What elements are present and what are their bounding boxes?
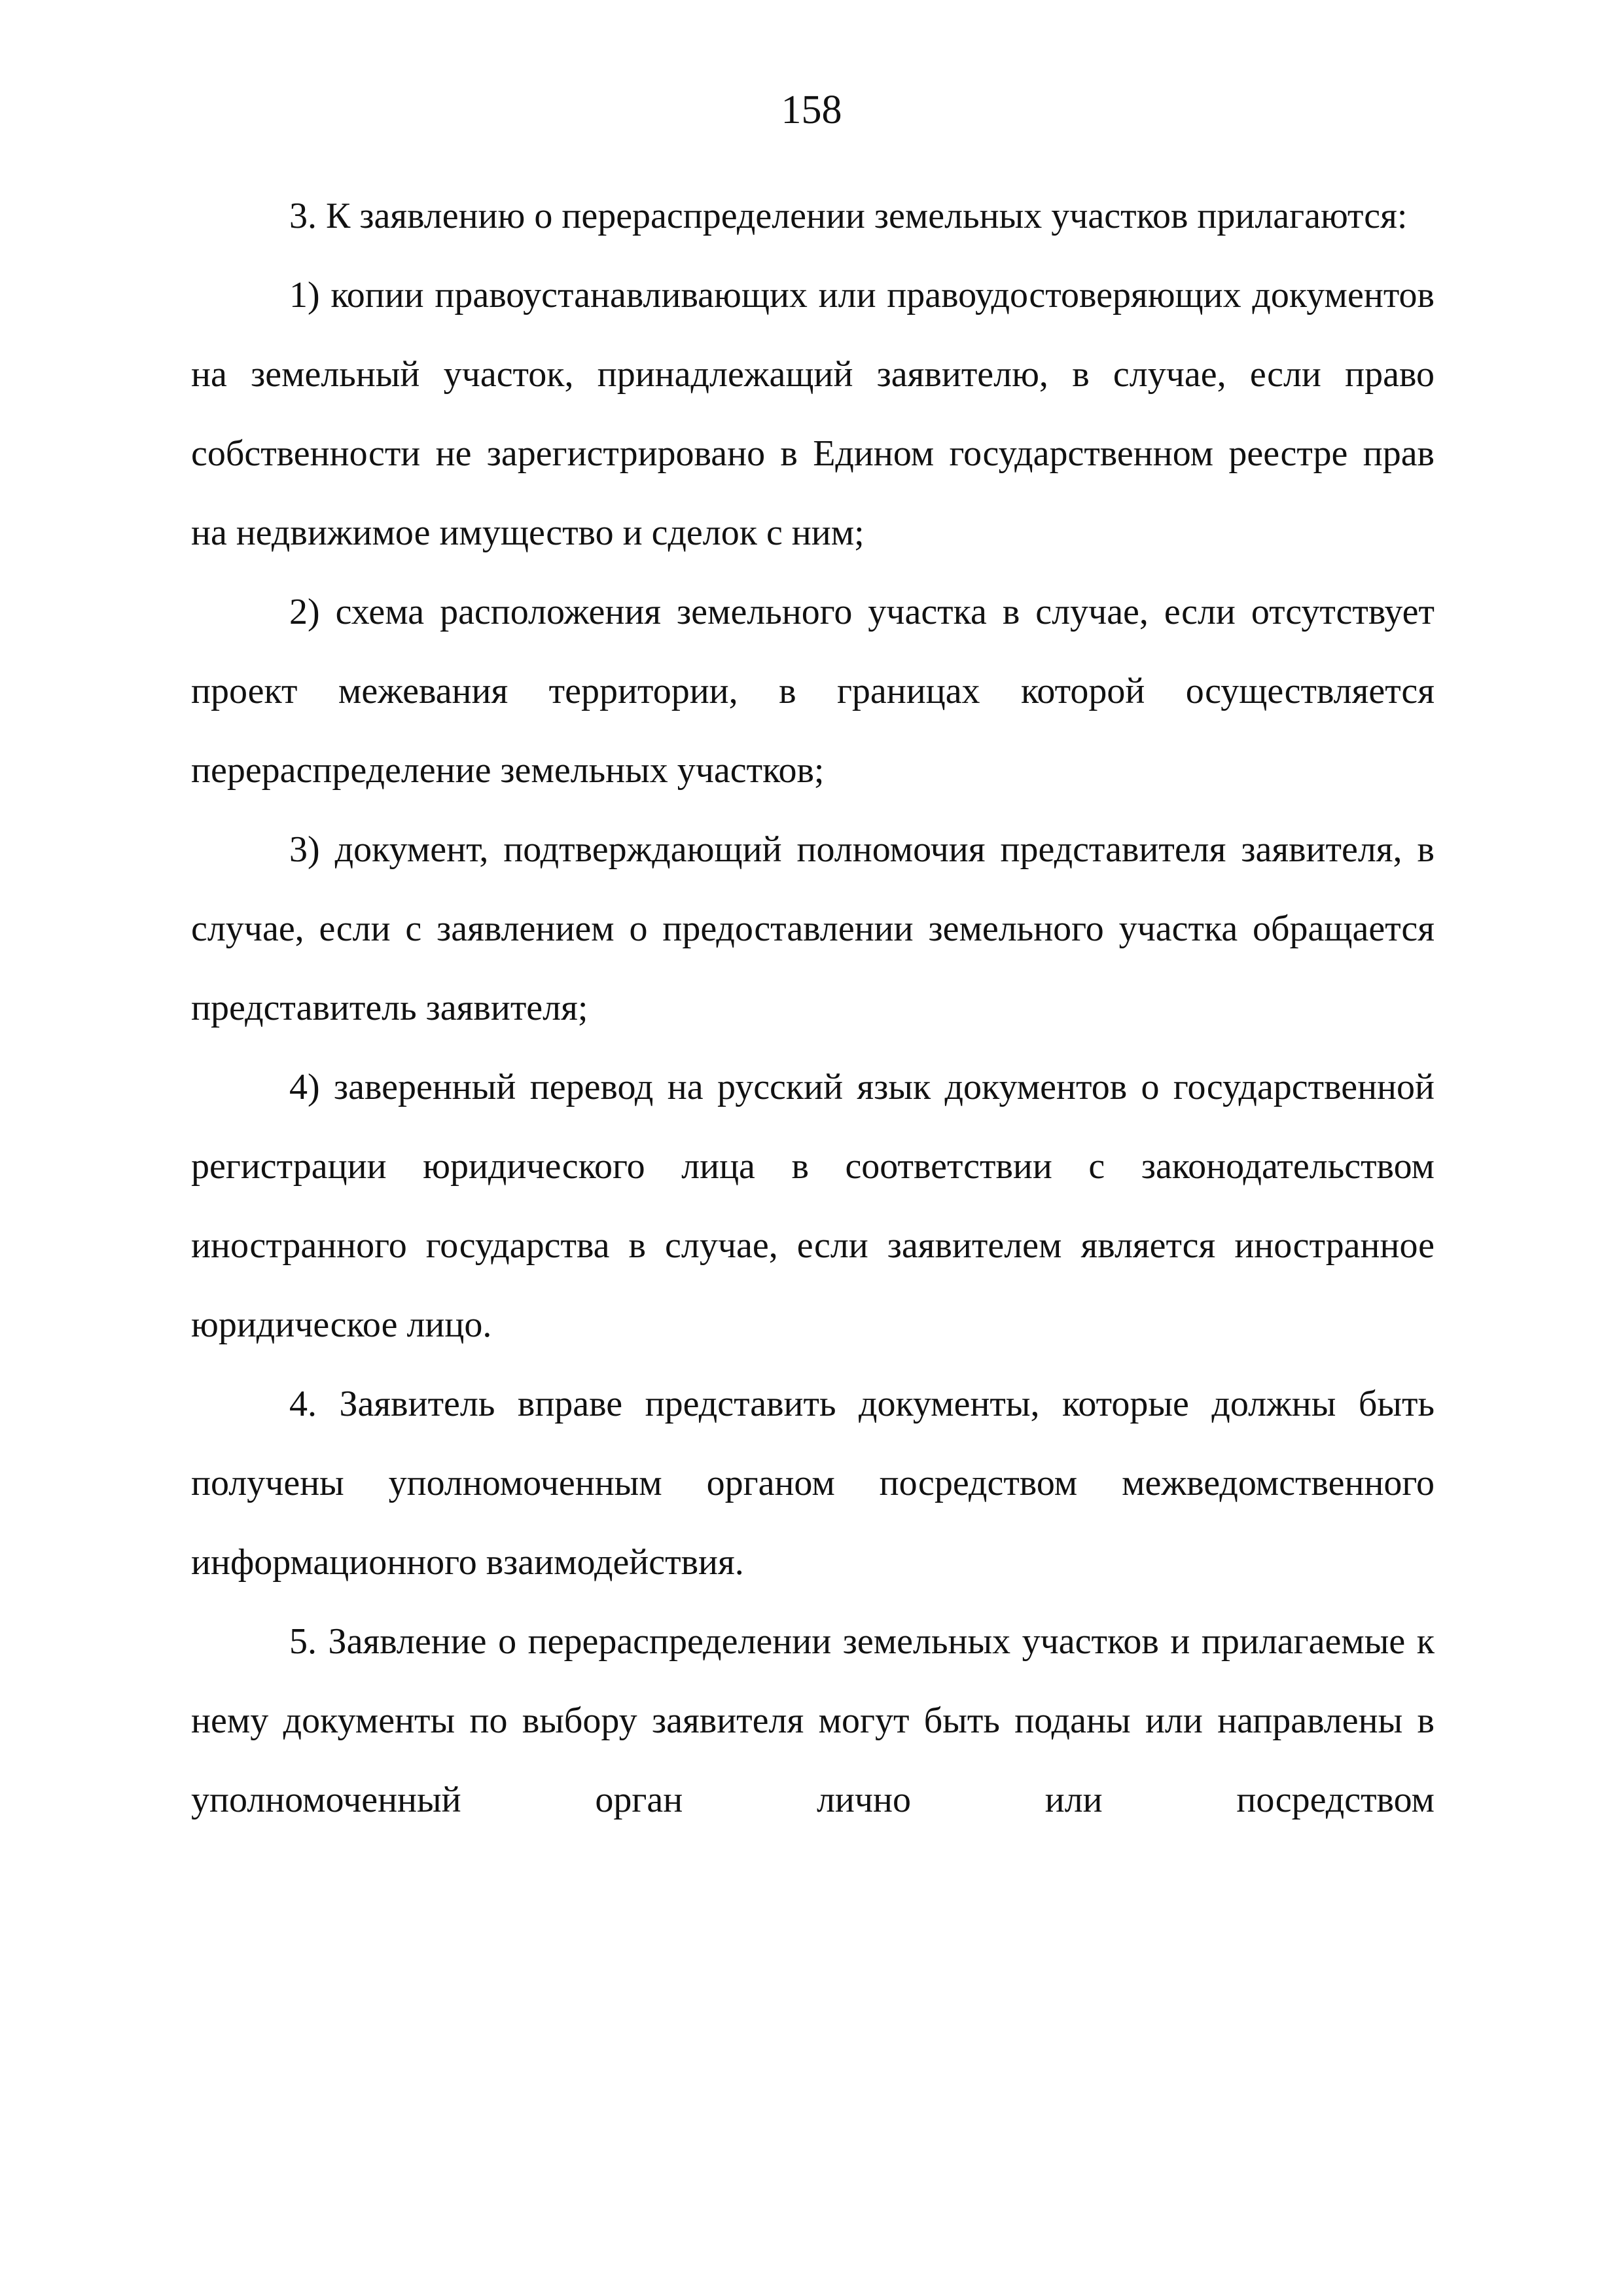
paragraph-item-3: 3) документ, подтверждающий полномочия представителя заявителя, в случае, если с заявлением о предоставлении земельного участка обращается представитель заявителя; — [191, 829, 1435, 1028]
document-body — [191, 177, 1435, 1840]
paragraph-item-4: 4) заверенный перевод на русский язык документов о государственной регистрации юридического лица в соответствии с законодательством иностранного государства в случае, если заявителем является иностранное юридическое лицо. — [191, 1067, 1435, 1345]
paragraph-clause-5: 5. Заявление о перераспределении земельных участков и прилагаемые к нему документы по выбору заявителя могут быть поданы или направлены в уполномоченный орган лично или посредством — [191, 1621, 1435, 1820]
paragraph-item-2: 2) схема расположения земельного участка в случае, если отсутствует проект межевания территории, в границах которой осуществляется перераспределение земельных участков; — [191, 592, 1435, 791]
page-number: 158 — [781, 88, 842, 132]
paragraph-item-1: 1) копии правоустанавливающих или правоудостоверяющих документов на земельный участок, принадлежащий заявителю, в случае, если право собственности не зарегистрировано в Едином государственном реестре прав на недвижимое имущество и сделок с ним; — [191, 275, 1435, 553]
paragraph-clause-4: 4. Заявитель вправе представить документы, которые должны быть получены уполномоченным органом посредством межведомственного информационного взаимодействия. — [191, 1384, 1435, 1583]
paragraph-clause-3: 3. К заявлению о перераспределении земельных участков прилагаются: — [289, 196, 1408, 236]
